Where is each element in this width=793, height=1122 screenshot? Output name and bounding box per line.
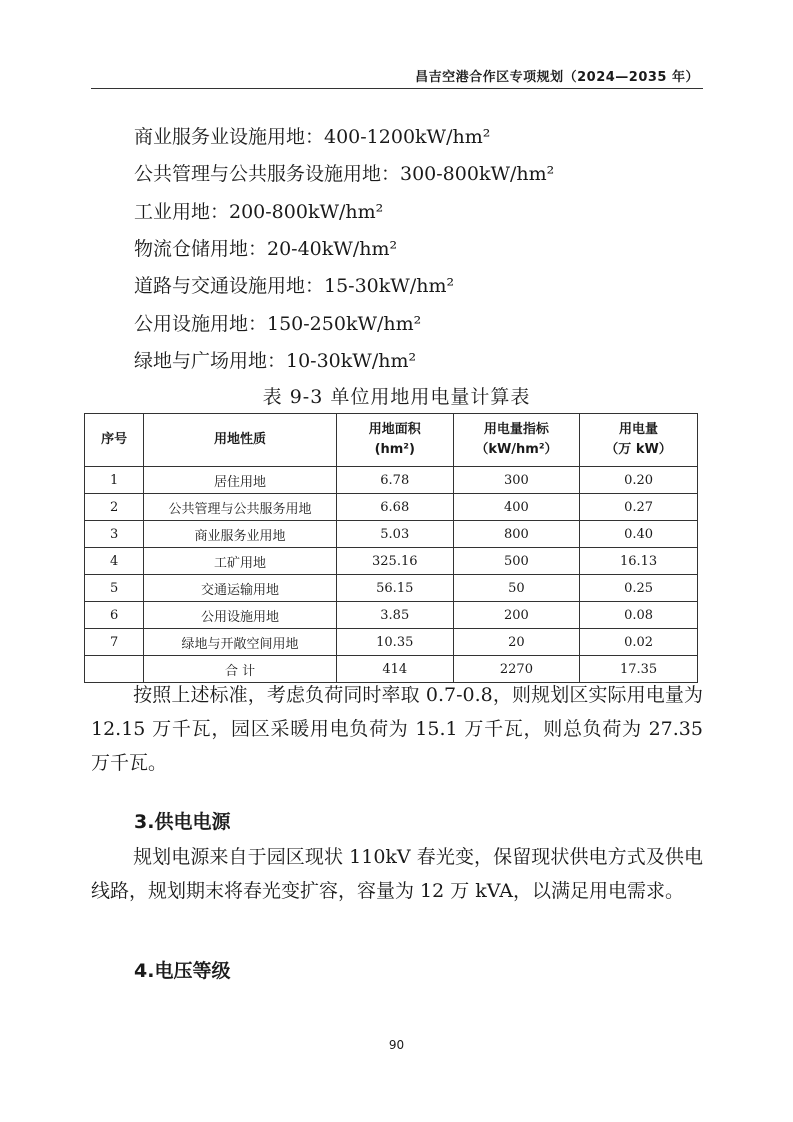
table-cell: 4 xyxy=(85,548,144,575)
header-title: 昌吉空港合作区专项规划（2024—2035 年） xyxy=(415,70,699,85)
density-item-commercial: 商业服务业设施用地：400-1200kW/hm² xyxy=(134,126,491,148)
table-cell: 17.35 xyxy=(580,656,698,683)
table-cell: 2270 xyxy=(453,656,579,683)
header-cell-area xyxy=(336,414,453,467)
header-cell-land-type xyxy=(144,414,336,467)
table-cell: 0.27 xyxy=(580,494,698,521)
table-cell: 3.85 xyxy=(336,602,453,629)
table-cell: 绿地与开敞空间用地 xyxy=(144,629,336,656)
header-cell-index xyxy=(85,414,144,467)
table-caption: 表 9-3 单位用地用电量计算表 xyxy=(262,386,531,408)
header-text: （万 kW） xyxy=(605,442,672,457)
table-row xyxy=(85,602,698,629)
table-cell: 2 xyxy=(85,494,144,521)
section-heading-voltage-level: 4.电压等级 xyxy=(134,960,231,982)
table-cell: 5.03 xyxy=(336,521,453,548)
table-row xyxy=(85,629,698,656)
table-cell: 325.16 xyxy=(336,548,453,575)
table-cell: 公用设施用地 xyxy=(144,602,336,629)
density-item-roads: 道路与交通设施用地：15-30kW/hm² xyxy=(134,275,455,297)
header-cell-load xyxy=(580,414,698,467)
header-text: （kW/hm²） xyxy=(475,442,558,457)
table-cell: 公共管理与公共服务用地 xyxy=(144,494,336,521)
table-cell: 300 xyxy=(453,467,579,494)
table-cell: 56.15 xyxy=(336,575,453,602)
header-text: 用电量指标 xyxy=(483,422,549,437)
table-cell: 5 xyxy=(85,575,144,602)
table-header-row xyxy=(85,414,698,467)
table-cell: 1 xyxy=(85,467,144,494)
table-cell: 0.20 xyxy=(580,467,698,494)
table-cell: 50 xyxy=(453,575,579,602)
header-text: 用地性质 xyxy=(214,432,267,447)
table-row xyxy=(85,467,698,494)
table-cell: 800 xyxy=(453,521,579,548)
table-row xyxy=(85,548,698,575)
table-cell: 6.78 xyxy=(336,467,453,494)
paragraph-load-estimate: 按照上述标准，考虑负荷同时率取 0.7-0.8，则规划区实际用电量为 12.15 万千瓦，园区采暖用电负荷为 15.1 万千瓦，则总负荷为 27.35 万千瓦。 xyxy=(91,684,703,774)
table-cell: 居住用地 xyxy=(144,467,336,494)
table-cell: 16.13 xyxy=(580,548,698,575)
table-cell: 200 xyxy=(453,602,579,629)
table-cell: 0.02 xyxy=(580,629,698,656)
density-item-utilities: 公用设施用地：150-250kW/hm² xyxy=(134,313,422,335)
table-cell: 6.68 xyxy=(336,494,453,521)
table-cell: 10.35 xyxy=(336,629,453,656)
table-cell: 414 xyxy=(336,656,453,683)
table-cell: 7 xyxy=(85,629,144,656)
table-cell: 20 xyxy=(453,629,579,656)
table-cell: 合 计 xyxy=(144,656,336,683)
table-cell: 6 xyxy=(85,602,144,629)
table-cell: 0.25 xyxy=(580,575,698,602)
section-heading-power-source: 3.供电电源 xyxy=(134,811,231,833)
header-text: 序号 xyxy=(101,432,128,447)
table-cell: 0.40 xyxy=(580,521,698,548)
table-cell: 500 xyxy=(453,548,579,575)
table-cell: 400 xyxy=(453,494,579,521)
page-header xyxy=(91,64,703,89)
table-cell: 交通运输用地 xyxy=(144,575,336,602)
header-text: 用地面积 xyxy=(368,422,421,437)
header-cell-load-index xyxy=(453,414,579,467)
density-item-industrial: 工业用地：200-800kW/hm² xyxy=(134,201,384,223)
table-row xyxy=(85,575,698,602)
table-cell: 商业服务业用地 xyxy=(144,521,336,548)
table-cell: 0.08 xyxy=(580,602,698,629)
density-item-green-space: 绿地与广场用地：10-30kW/hm² xyxy=(134,350,417,372)
header-text: (hm²) xyxy=(374,442,415,457)
electricity-calc-table xyxy=(84,413,698,683)
table-row xyxy=(85,494,698,521)
table-row xyxy=(85,521,698,548)
table-cell: 3 xyxy=(85,521,144,548)
density-item-logistics: 物流仓储用地：20-40kW/hm² xyxy=(134,238,398,260)
page-number: 90 xyxy=(388,1038,405,1052)
header-text: 用电量 xyxy=(619,422,659,437)
table-cell: 工矿用地 xyxy=(144,548,336,575)
density-item-public-service: 公共管理与公共服务设施用地：300-800kW/hm² xyxy=(134,163,555,185)
paragraph-power-source: 规划电源来自于园区现状 110kV 春光变，保留现状供电方式及供电线路，规划期末将春光变扩容，容量为 12 万 kVA，以满足用电需求。 xyxy=(91,846,703,902)
